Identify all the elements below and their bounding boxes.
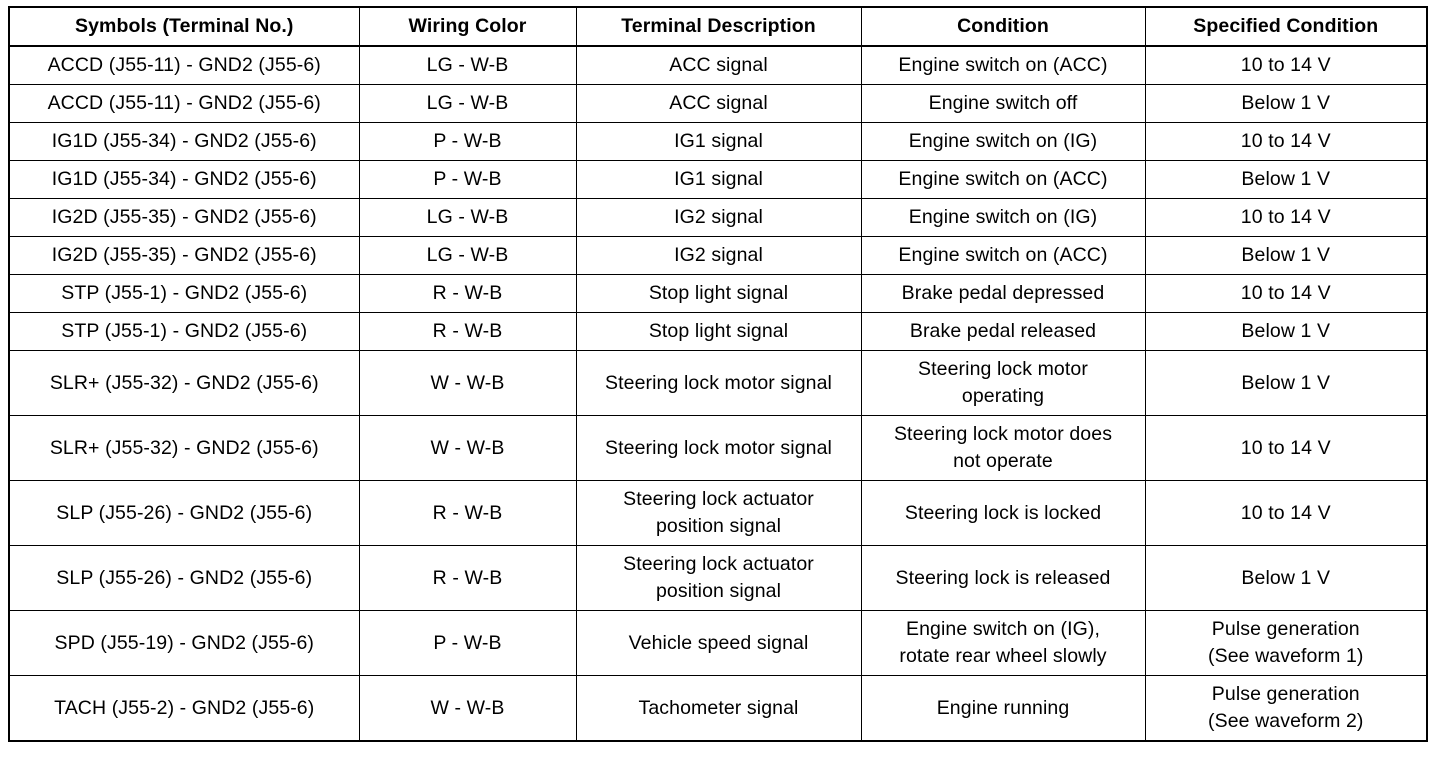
cell-condition (861, 416, 1145, 481)
table-row (9, 199, 1427, 237)
cell-symbols: IG1D (J55-34) - GND2 (J55-6) (9, 123, 359, 161)
table-row (9, 161, 1427, 199)
cell-specified-condition: Below 1 V (1145, 237, 1427, 275)
cell-line: not operate (953, 450, 1053, 472)
terminal-spec-table-wrapper (8, 6, 1426, 742)
cell-terminal-description: Vehicle speed signal (576, 611, 861, 676)
cell-line: (See waveform 2) (1208, 710, 1364, 732)
cell-line: (See waveform 1) (1208, 645, 1364, 667)
cell-wiring-color: LG - W-B (359, 46, 576, 85)
table-row (9, 351, 1427, 416)
cell-line: Pulse generation (1211, 683, 1360, 705)
cell-condition: Engine switch on (ACC) (861, 237, 1145, 275)
cell-terminal-description: IG1 signal (576, 123, 861, 161)
cell-condition (861, 351, 1145, 416)
table-row (9, 123, 1427, 161)
cell-specified-condition (1145, 611, 1427, 676)
table-row (9, 481, 1427, 546)
table-row (9, 416, 1427, 481)
cell-symbols: SLP (J55-26) - GND2 (J55-6) (9, 481, 359, 546)
table-row (9, 237, 1427, 275)
cell-wiring-color: W - W-B (359, 351, 576, 416)
cell-symbols: IG2D (J55-35) - GND2 (J55-6) (9, 199, 359, 237)
header-wiring-color: Wiring Color (359, 7, 576, 46)
cell-terminal-description (576, 481, 861, 546)
cell-condition: Engine switch off (861, 85, 1145, 123)
cell-terminal-description: IG1 signal (576, 161, 861, 199)
cell-line: Engine switch on (IG), (905, 618, 1101, 640)
cell-condition: Brake pedal released (861, 313, 1145, 351)
cell-condition: Engine switch on (IG) (861, 199, 1145, 237)
table-header-row (9, 7, 1427, 46)
cell-line: position signal (655, 515, 782, 537)
table-row (9, 46, 1427, 85)
cell-symbols: STP (J55-1) - GND2 (J55-6) (9, 313, 359, 351)
cell-wiring-color: LG - W-B (359, 199, 576, 237)
cell-specified-condition: 10 to 14 V (1145, 481, 1427, 546)
cell-specified-condition: Below 1 V (1145, 85, 1427, 123)
cell-condition: Steering lock is released (861, 546, 1145, 611)
cell-specified-condition: Below 1 V (1145, 351, 1427, 416)
cell-line: Steering lock actuator (623, 488, 814, 510)
cell-line: Steering lock actuator (623, 553, 814, 575)
cell-wiring-color: P - W-B (359, 161, 576, 199)
cell-specified-condition: 10 to 14 V (1145, 46, 1427, 85)
table-row (9, 313, 1427, 351)
cell-terminal-description: Steering lock motor signal (576, 351, 861, 416)
cell-wiring-color: R - W-B (359, 275, 576, 313)
cell-condition: Engine switch on (ACC) (861, 46, 1145, 85)
cell-terminal-description: Stop light signal (576, 275, 861, 313)
cell-condition: Brake pedal depressed (861, 275, 1145, 313)
cell-condition: Engine switch on (IG) (861, 123, 1145, 161)
cell-symbols: IG2D (J55-35) - GND2 (J55-6) (9, 237, 359, 275)
cell-wiring-color: P - W-B (359, 611, 576, 676)
cell-terminal-description: Tachometer signal (576, 676, 861, 742)
cell-terminal-description: IG2 signal (576, 199, 861, 237)
cell-terminal-description: Stop light signal (576, 313, 861, 351)
cell-line: rotate rear wheel slowly (899, 645, 1107, 667)
cell-specified-condition: 10 to 14 V (1145, 416, 1427, 481)
cell-line: Steering lock motor (918, 358, 1088, 380)
cell-specified-condition: Below 1 V (1145, 546, 1427, 611)
cell-specified-condition: 10 to 14 V (1145, 123, 1427, 161)
table-row (9, 611, 1427, 676)
cell-symbols: SPD (J55-19) - GND2 (J55-6) (9, 611, 359, 676)
cell-wiring-color: W - W-B (359, 416, 576, 481)
table-row (9, 275, 1427, 313)
cell-terminal-description: ACC signal (576, 85, 861, 123)
cell-symbols: ACCD (J55-11) - GND2 (J55-6) (9, 85, 359, 123)
header-condition: Condition (861, 7, 1145, 46)
cell-terminal-description: ACC signal (576, 46, 861, 85)
cell-wiring-color: R - W-B (359, 546, 576, 611)
cell-specified-condition (1145, 676, 1427, 742)
cell-symbols: ACCD (J55-11) - GND2 (J55-6) (9, 46, 359, 85)
cell-specified-condition: 10 to 14 V (1145, 199, 1427, 237)
cell-condition (861, 611, 1145, 676)
cell-specified-condition: 10 to 14 V (1145, 275, 1427, 313)
cell-symbols: STP (J55-1) - GND2 (J55-6) (9, 275, 359, 313)
cell-symbols: SLR+ (J55-32) - GND2 (J55-6) (9, 416, 359, 481)
cell-symbols: TACH (J55-2) - GND2 (J55-6) (9, 676, 359, 742)
cell-wiring-color: R - W-B (359, 481, 576, 546)
cell-symbols: IG1D (J55-34) - GND2 (J55-6) (9, 161, 359, 199)
cell-terminal-description: IG2 signal (576, 237, 861, 275)
table-row (9, 546, 1427, 611)
cell-line: position signal (655, 580, 782, 602)
cell-specified-condition: Below 1 V (1145, 161, 1427, 199)
cell-symbols: SLP (J55-26) - GND2 (J55-6) (9, 546, 359, 611)
cell-line: operating (961, 385, 1045, 407)
cell-condition: Engine running (861, 676, 1145, 742)
cell-terminal-description (576, 546, 861, 611)
cell-condition: Steering lock is locked (861, 481, 1145, 546)
cell-line: Pulse generation (1211, 618, 1360, 640)
cell-wiring-color: P - W-B (359, 123, 576, 161)
cell-symbols: SLR+ (J55-32) - GND2 (J55-6) (9, 351, 359, 416)
cell-terminal-description: Steering lock motor signal (576, 416, 861, 481)
cell-wiring-color: LG - W-B (359, 85, 576, 123)
header-symbols: Symbols (Terminal No.) (9, 7, 359, 46)
cell-line: Steering lock motor does (893, 423, 1113, 445)
header-specified-condition: Specified Condition (1145, 7, 1427, 46)
cell-wiring-color: W - W-B (359, 676, 576, 742)
cell-wiring-color: LG - W-B (359, 237, 576, 275)
cell-specified-condition: Below 1 V (1145, 313, 1427, 351)
table-row (9, 676, 1427, 742)
cell-condition: Engine switch on (ACC) (861, 161, 1145, 199)
table-row (9, 85, 1427, 123)
terminal-spec-table (8, 6, 1428, 742)
header-terminal-description: Terminal Description (576, 7, 861, 46)
cell-wiring-color: R - W-B (359, 313, 576, 351)
